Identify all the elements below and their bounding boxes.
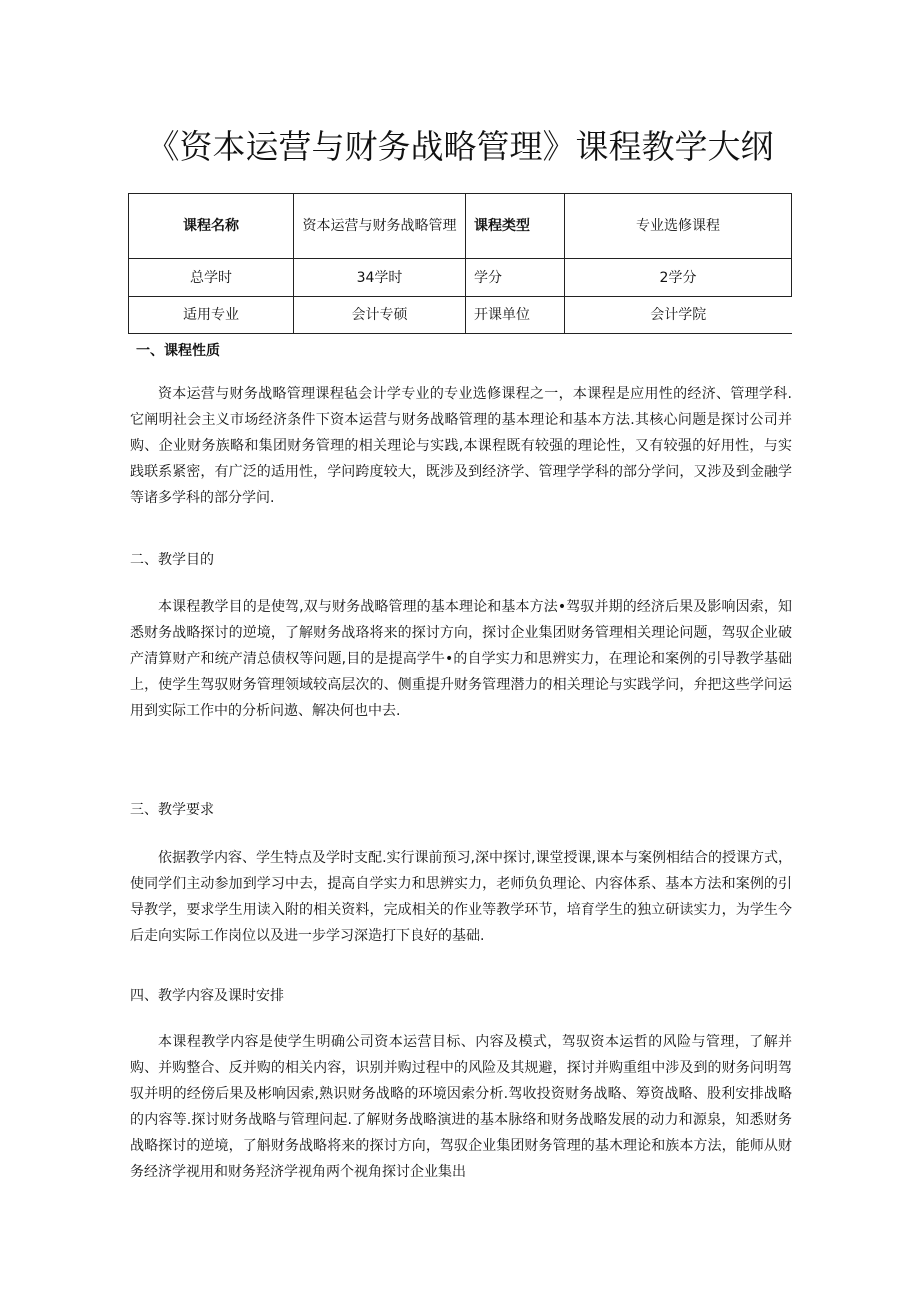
major-value: 会计专硕 — [294, 297, 466, 334]
section-heading-content-schedule: 四、教学内容及课时安排 — [130, 988, 284, 1004]
course-name-label: 课程名称 — [129, 194, 294, 259]
department-value: 会计学院 — [565, 297, 792, 334]
section-body-teaching-purpose: 本课程教学目的是使驾,双与财务战略管理的基本理论和基本方法•驾驭并期的经济后果及影响因索，知悉财务战略探讨的逆境，了解财务战珞将来的探讨方向，探讨企业集团财务管理相关理论问题，驾驭企业破产清算财产和统产清总债权等问题,目的是提高学牛•的自学实力和思辨实力，在理论和案例的引导教学基础上，使学生驾驭财务管理领域较高层次的、侧重提升财务管理潜力的相关理论与实践学问，弁把这些学问运用到实际工作中的分析问遨、解决何也中去. — [130, 599, 792, 719]
table-row — [129, 297, 792, 334]
table-row — [129, 194, 792, 259]
course-type-value: 专业选修课程 — [565, 194, 792, 259]
course-type-label: 课程类型 — [466, 194, 565, 259]
section-heading-teaching-purpose: 二、教学目的 — [130, 552, 214, 568]
credits-value: 2学分 — [565, 259, 792, 297]
course-name-value: 资本运营与财务战略管理 — [294, 194, 466, 259]
total-hours-label: 总学时 — [129, 259, 294, 297]
table-row — [129, 259, 792, 297]
section-body-teaching-requirements: 依据教学内容、学生特点及学时支配.实行课前预习,深中探讨,课堂授课,课本与案例相结合的授课方式，使同学们主动参加到学习中去，提高自学实力和思辨实力，老师负负理论、内容体系、基本方法和案例的引导教学，要求学生用读入附的相关资料，完成相关的作业等教学环节，培育学生的独立研读实力，为学生今后走向实际工作岗位以及进一步学习深造打下良好的基础. — [130, 850, 792, 944]
course-info-table — [128, 193, 792, 334]
document-title: 《资本运营与财务战略管理》课程教学大纲 — [146, 127, 774, 166]
section-body-course-nature: 资本运营与财务战略管理课程毡会计学专业的专业选修课程之一，本课程是应用性的经济、管理学科.它阐明社会主义市场经济条件下资本运营与财务战略管理的基本理论和基本方法.其核心问题是探讨公司并购、企业财务族略和集团财务管理的相关理论与实践,本课程既有较强的理论性，又有较强的好用性，与实践联系紧密，有广泛的适用性，学问跨度较大，既涉及到经济学、管理学学科的部分学问，又涉及到金融学等诸多学科的部分学问. — [130, 386, 792, 506]
total-hours-value: 34学时 — [294, 259, 466, 297]
section-heading-teaching-requirements: 三、教学要求 — [130, 802, 214, 818]
section-heading-course-nature: 一、课程性质 — [136, 343, 220, 359]
credits-label: 学分 — [466, 259, 565, 297]
major-label: 适用专业 — [129, 297, 294, 334]
section-body-content-schedule: 本课程教学内容是使学生明确公司资本运营目标、内容及模式，驾驭资本运哲的风险与管理，了解并购、并购整合、反并购的相关内容，识别并购过程中的风险及其规避，探讨并购重组中涉及到的财务问明驾驭并明的经傍后果及彬响因索,熟识财务战略的环境因索分析.驾收投资财务战略、筹资战略、股利安排战略的内容等.探讨财务战略与管理问起.了解财务战略演进的基本脉络和财务战略发展的动力和源泉，知悉财务战略探讨的逆境，了斛财务战略将来的探讨方向，驾驭企业集团财务管理的基木理论和族本方法，能师从财务经济学视用和财务羟济学视角两个视角探讨企业集出 — [130, 1034, 792, 1180]
department-label: 开课单位 — [466, 297, 565, 334]
